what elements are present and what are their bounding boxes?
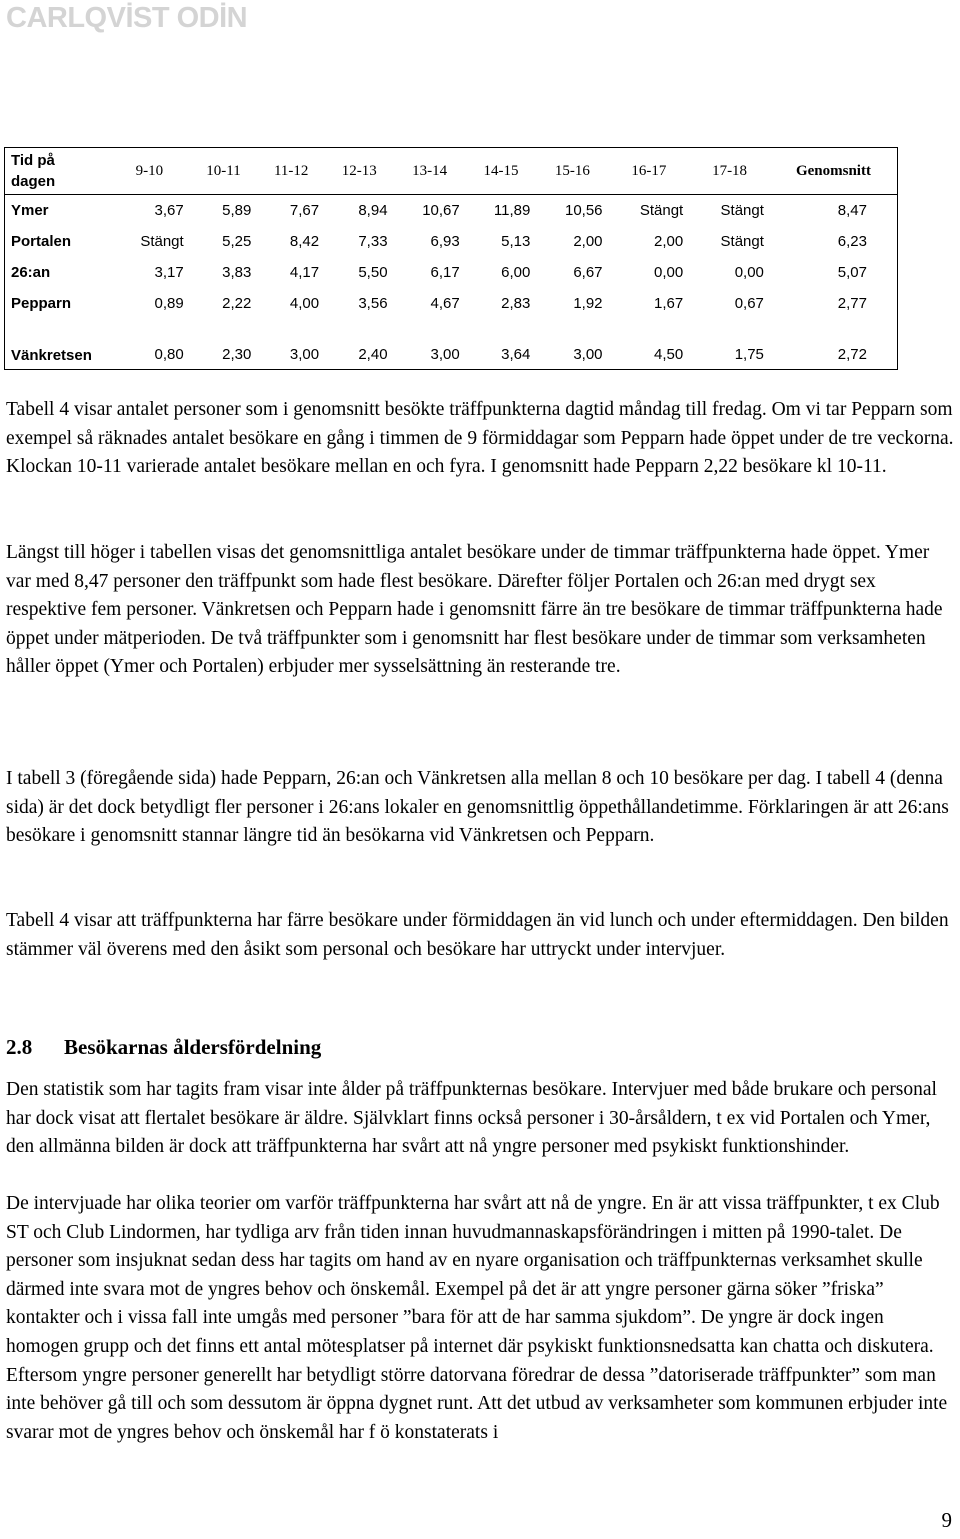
table-cell: 10,56 <box>564 202 603 219</box>
table-cell: 5,25 <box>222 233 252 250</box>
table-cell: 6,00 <box>501 264 531 281</box>
table-cell-average: 6,23 <box>837 233 867 250</box>
table-row <box>5 257 898 288</box>
column-header: 9-10 <box>109 148 190 195</box>
paragraph-table-description: Tabell 4 visar antalet personer som i genomsnitt besökte träffpunkterna dagtid måndag till fredag. Om vi tar Pepparn som exempel så räknades antalet besökare en gång i timmen de 9 förmiddagar som Pepparn hade öppet under de tre veckorna. Klockan 10-11 varierade antalet besökare mellan en och fyra. I genomsnitt hade Pepparn 2,22 besökare kl 10-11. <box>6 399 954 478</box>
table-cell: 0,80 <box>109 319 190 370</box>
table-cell: Stängt <box>140 233 184 250</box>
table-cell: 0,00 <box>734 264 764 281</box>
table-cell: 4,67 <box>430 295 460 312</box>
paragraph-age-statistics: Den statistik som har tagits fram visar inte ålder på träffpunkternas besökare. Intervjuer med både brukare och personal har dock visat att flertalet besökare är äldre. Självklart finns också personer i 30-årsåldern, t ex vid Portalen och Ymer, den allmänna bilden är dock att träffpunkterna har svårt att nå yngre personer med psykiskt funktionshinder. <box>6 1079 937 1158</box>
table-cell: 3,00 <box>536 319 608 370</box>
section-heading <box>6 1032 321 1062</box>
table-cell: 3,64 <box>466 319 537 370</box>
column-header: 14-15 <box>466 148 537 195</box>
row-label: Pepparn <box>11 295 72 312</box>
table-cell: 3,17 <box>154 264 184 281</box>
table-cell-average: 8,47 <box>837 202 867 219</box>
column-header: 16-17 <box>609 148 690 195</box>
table-cell: 7,67 <box>289 202 320 219</box>
table-cell: 1,75 <box>689 319 770 370</box>
table-cell: 8,42 <box>289 233 320 250</box>
table-cell: 3,00 <box>394 319 466 370</box>
table-cell: 2,40 <box>325 319 393 370</box>
column-header: 10-11 <box>190 148 258 195</box>
column-header: 15-16 <box>536 148 608 195</box>
table-cell: 1,92 <box>573 295 603 312</box>
table-cell: 4,17 <box>289 264 320 281</box>
table-cell: 3,00 <box>257 319 325 370</box>
table-cell: 7,33 <box>358 233 388 250</box>
section-title: Besökarnas åldersfördelning <box>64 1035 322 1059</box>
table-cell: 2,83 <box>501 295 531 312</box>
column-header-average: Genomsnitt <box>770 148 898 195</box>
table-cell: 3,67 <box>154 202 184 219</box>
table-cell: 10,67 <box>422 202 460 219</box>
table-row <box>5 226 898 257</box>
table-row <box>5 195 898 227</box>
row-label: Vänkretsen <box>5 319 110 370</box>
table-cell: 2,30 <box>190 319 258 370</box>
table-cell: 0,89 <box>154 295 184 312</box>
column-header: 13-14 <box>394 148 466 195</box>
table-cell: Stängt <box>720 202 764 219</box>
table-cell: 0,00 <box>654 264 684 281</box>
table-cell: 4,00 <box>289 295 320 312</box>
table-cell: Stängt <box>639 202 684 219</box>
table-cell: 6,93 <box>430 233 460 250</box>
table-row <box>5 319 898 370</box>
table-cell: 3,56 <box>358 295 388 312</box>
table-corner-label: Tid på dagen <box>5 148 110 195</box>
row-label: Portalen <box>11 233 72 250</box>
paragraph-theories: De intervjuade har olika teorier om varför träffpunkterna har svårt att nå de yngre. En är att vissa träffpunkter, t ex Club ST och Club Lindormen, har tydliga arv från tiden innan huvudmannaskapsförändringen i mitten på 1990-talet. De personer som insjuknat sedan dess har tagits om hand av en nyare organisation och träffpunkternas verksamhet skulle därmed inte svara mot de yngres behov och önskemål. Exempel på det är att yngre personer gärna söker ”friska” kontakter och i vissa fall inte umgås med personer ”bara för att de har samma sjukdom”. De yngre är dock ingen homogen grupp och det finns ett antal mötesplatser på internet där psykiskt funktionsnedsatta kan chatta och diskutera. Eftersom yngre personer generellt har betydligt större datorvana föredrar de dessa ”datoriserade träffpunkter” som man inte behöver gå till och som dessutom är öppna dygnet runt. Att det utbud av verksamheter som kommunen erbjuder inte svarar mot de yngres behov och önskemål har f ö konstaterats i <box>6 1193 948 1443</box>
paragraph-table-comparison: I tabell 3 (föregående sida) hade Pepparn, 26:an och Vänkretsen alla mellan 8 och 10 besökare per dag. I tabell 4 (denna sida) är det dock betydligt fler personer i 26:ans lokaler en genomsnittlig öppethållandetimme. Förklaringen är att 26:ans besökare i genomsnitt stannar längre tid än besökarna vid Vänkretsen och Pepparn. <box>6 768 949 847</box>
paragraph-morning-visitors: Tabell 4 visar att träffpunkterna har färre besökare under förmiddagen än vid lunch och under eftermiddagen. Den bilden stämmer väl överens med den åsikt som personal och besökare har uttryckt under intervjuer. <box>6 910 949 960</box>
column-header: 17-18 <box>689 148 770 195</box>
table-cell: 5,89 <box>222 202 252 219</box>
row-label: Ymer <box>11 202 49 219</box>
page-number: 9 <box>941 1508 952 1532</box>
brand-logo: CARLQVİST ODİN <box>6 2 248 34</box>
table-cell: 5,13 <box>501 233 531 250</box>
table-cell: 2,00 <box>654 233 684 250</box>
row-label: 26:an <box>11 264 51 281</box>
column-header: 12-13 <box>325 148 393 195</box>
table-cell: 6,17 <box>430 264 460 281</box>
table-cell: 0,67 <box>734 295 764 312</box>
table-row <box>5 288 898 319</box>
table-cell: 8,94 <box>358 202 388 219</box>
table-cell: 5,50 <box>358 264 388 281</box>
table-cell: 1,67 <box>654 295 684 312</box>
table-cell: 2,22 <box>222 295 252 312</box>
table-cell-average: 5,07 <box>837 264 867 281</box>
table-header-row <box>5 148 898 195</box>
table-cell: 4,50 <box>609 319 690 370</box>
section-number: 2.8 <box>6 1035 33 1059</box>
column-header: 11-12 <box>257 148 325 195</box>
table-cell: 6,67 <box>573 264 603 281</box>
table-cell-average: 2,72 <box>770 319 898 370</box>
visitors-table <box>4 147 898 370</box>
table-cell: 2,00 <box>573 233 603 250</box>
paragraph-averages: Längst till höger i tabellen visas det genomsnittliga antalet besökare under de timmar träffpunkterna hade öppet. Ymer var med 8,47 personer den träffpunkt som hade flest besökare. Därefter följer Portalen och 26:an med drygt sex respektive fem personer. Vänkretsen och Pepparn hade i genomsnitt färre än tre besökare de timmar träffpunkterna hade öppet under mätperioden. De två träffpunkter som i genomsnitt har flest besökare under de timmar som verksamheten håller öppet (Ymer och Portalen) erbjuder mer sysselsättning än resterande tre. <box>6 542 943 678</box>
table-cell: Stängt <box>720 233 764 250</box>
table-cell: 11,89 <box>493 202 531 219</box>
table-cell: 3,83 <box>222 264 252 281</box>
table-cell-average: 2,77 <box>837 295 867 312</box>
